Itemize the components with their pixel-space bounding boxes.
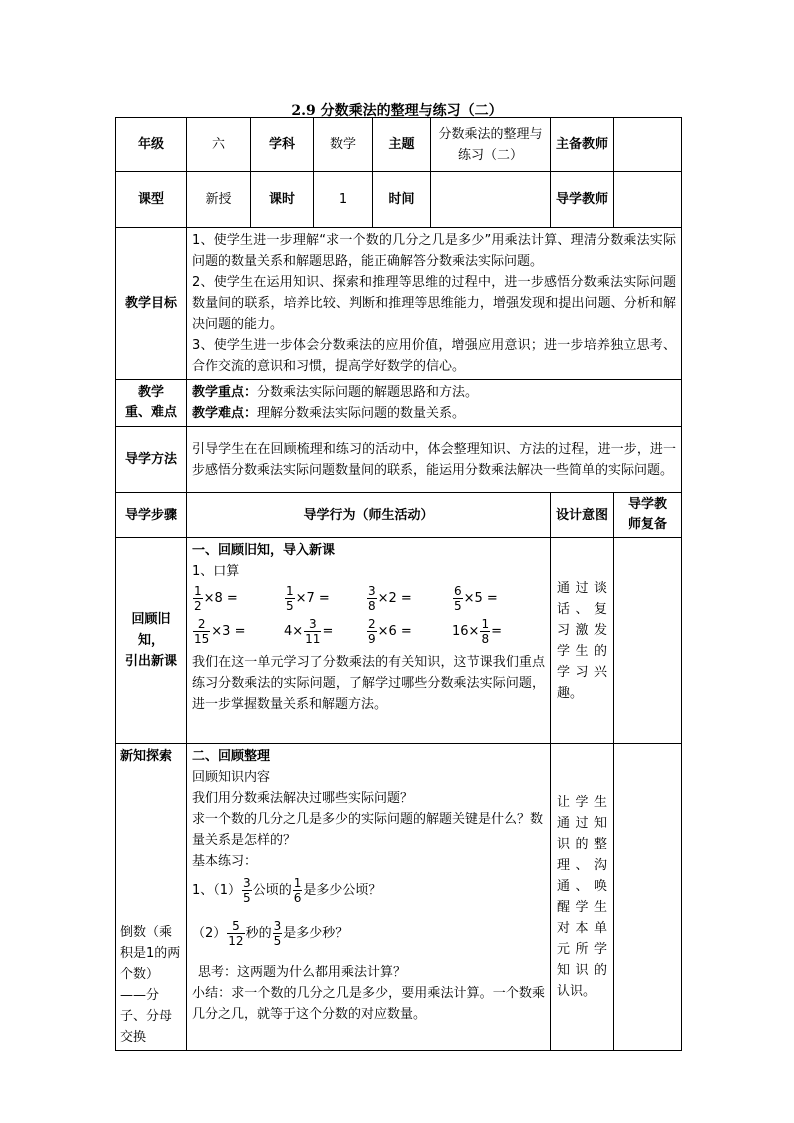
q1-mid: 公顷的 — [252, 883, 292, 898]
step2-summary: 小结：求一个数的几分之几是多少，要用乘法计算。一个数乘几分之几，就等于这个分数的对应数量。 — [192, 986, 545, 1022]
q2-end: 是多少秒？ — [283, 926, 349, 941]
oral-post: ×3 = — [211, 624, 246, 639]
oral-denominator: 8 — [368, 599, 376, 613]
oral-numerator: 2 — [193, 617, 210, 632]
steps-header-review — [614, 493, 682, 538]
oral-post: ×5 = — [463, 591, 498, 606]
oral-fraction — [367, 584, 377, 613]
step1-intent: 通过谈话、复习激发学生的学习兴趣。 — [551, 538, 614, 744]
grade-label: 年级 — [116, 118, 187, 172]
topic-label: 主题 — [373, 118, 431, 172]
step2-line1: 回顾知识内容 — [192, 770, 271, 785]
oral-calc-item — [452, 584, 532, 613]
oral-numerator: 2 — [368, 617, 376, 631]
step2-think: 思考：这两题为什么都用乘法计算？ — [198, 965, 407, 980]
step1-label — [116, 538, 187, 744]
guide-teacher-label: 导学教师 — [551, 172, 614, 228]
steps-header-step: 导学步骤 — [116, 493, 187, 538]
topic-value: 分数乘法的整理与练习（二） — [431, 118, 551, 172]
question-1 — [192, 876, 545, 905]
oral-calc-item — [284, 617, 366, 646]
objectives-label: 教学目标 — [116, 228, 187, 380]
oral-post: ×8 = — [203, 591, 238, 606]
document-title: 2.9 分数乘法的整理与练习（二） — [291, 103, 503, 119]
step1-review — [614, 538, 682, 744]
step2-heading: 二、回顾整理 — [192, 749, 271, 764]
key-points-label — [116, 380, 187, 427]
guide-teacher-value — [614, 172, 682, 228]
focus-label: 教学重点： — [192, 385, 258, 400]
step1-activity — [187, 538, 551, 744]
difficulty-label: 教学难点： — [192, 406, 258, 421]
oral-numerator: 3 — [304, 617, 321, 632]
oral-numerator: 3 — [368, 584, 376, 598]
q1-f2-denominator: 6 — [293, 891, 302, 905]
step1-label-line1: 回顾旧知， — [131, 612, 171, 648]
q1-end: 是多少公顷？ — [303, 883, 382, 898]
step2-line2: 我们用分数乘法解决过哪些实际问题？ — [192, 791, 414, 806]
q2-f2-denominator: 5 — [273, 934, 282, 948]
oral-fraction — [193, 584, 203, 613]
step2-intent: 让学生通过知识的整理、沟通、唤醒学生对本单元所学知识的认识。 — [551, 744, 614, 1051]
step1-paragraph: 我们在这一单元学习了分数乘法的有关知识，这节课我们重点练习分数乘法的实际问题，了解学过哪些分数乘法实际问题，进一步掌握数量关系和解题方法。 — [192, 655, 545, 712]
objective-item: 1、使学生进一步理解“求一个数的几分之几是多少”用乘法计算、理清分数乘法实际问题的数量关系和解题思路，能正确解答分数乘法实际问题。 — [192, 233, 676, 269]
q1-f1-denominator: 5 — [243, 891, 251, 905]
q1-f2-numerator: 1 — [293, 876, 302, 890]
oral-calc-grid — [192, 584, 545, 646]
oral-post: ×6 = — [377, 624, 412, 639]
focus-text: 分数乘法实际问题的解题思路和方法。 — [257, 385, 479, 400]
oral-post: ×7 = — [295, 591, 330, 606]
q2-prefix: （2） — [192, 926, 227, 941]
objectives-content — [187, 228, 682, 380]
steps-header-activity: 导学行为（师生活动） — [187, 493, 551, 538]
question-2 — [192, 919, 545, 948]
time-label: 时间 — [373, 172, 431, 228]
oral-calc-item — [366, 584, 452, 613]
oral-numerator: 1 — [194, 584, 202, 598]
q2-fraction-1 — [227, 919, 244, 948]
subject-value: 数学 — [314, 118, 373, 172]
grade-value: 六 — [187, 118, 251, 172]
steps-header-review-line2: 师复备 — [627, 517, 667, 532]
oral-fraction — [285, 584, 295, 613]
oral-post: = — [322, 624, 334, 639]
q1-fraction-2 — [293, 876, 303, 905]
steps-header-review-line1: 导学教 — [627, 497, 667, 512]
subject-label: 学科 — [251, 118, 314, 172]
period-label: 课时 — [251, 172, 314, 228]
oral-calc-item — [366, 617, 452, 646]
oral-post: ×2 = — [377, 591, 412, 606]
step1-label-line2: 引出新课 — [124, 654, 177, 669]
oral-fraction — [193, 617, 210, 646]
step2-review — [614, 744, 682, 1051]
oral-denominator: 9 — [368, 632, 376, 646]
step2-line4: 基本练习： — [192, 854, 258, 869]
type-label: 课型 — [116, 172, 187, 228]
time-value — [431, 172, 551, 228]
oral-calc-item — [192, 584, 284, 613]
step1-sub: 1、口算 — [192, 564, 240, 579]
step2-activity — [187, 744, 551, 1051]
oral-calc-item — [284, 584, 366, 613]
method-label: 导学方法 — [116, 427, 187, 493]
oral-pre: 16× — [452, 624, 480, 639]
key-points-label-line1: 教学 — [137, 385, 164, 400]
lead-teacher-label: 主备教师 — [551, 118, 614, 172]
lesson-plan-table — [115, 117, 682, 1051]
objective-item: 2、使学生在运用知识、探索和推理等思维的过程中，进一步感悟分数乘法实际问题数量间的联系，培养比较、判断和推理等思维能力，增强发现和提出问题、分析和解决问题的能力。 — [192, 275, 676, 332]
step2-label-cell — [116, 744, 187, 1051]
steps-header-intent: 设计意图 — [551, 493, 614, 538]
q1-f1-numerator: 3 — [243, 876, 251, 890]
step2-line3: 求一个数的几分之几是多少的实际问题的解题关键是什么？数量关系是怎样的？ — [192, 812, 544, 848]
oral-denominator: 8 — [481, 632, 490, 646]
lead-teacher-value — [614, 118, 682, 172]
oral-post: = — [491, 624, 502, 639]
oral-denominator: 5 — [454, 599, 462, 613]
oral-fraction — [480, 617, 490, 646]
q2-f1-denominator: 12 — [228, 934, 244, 948]
q2-fraction-2 — [273, 919, 283, 948]
step2-label: 新知探索 — [120, 749, 173, 764]
oral-calc-item — [452, 617, 532, 646]
q2-f2-numerator: 3 — [273, 919, 282, 933]
q2-mid: 秒的 — [245, 926, 272, 941]
key-points-label-line2: 重、难点 — [124, 405, 177, 420]
objective-item: 3、使学生进一步体会分数乘法的应用价值，增强应用意识；进一步培养独立思考、合作交流的意识和习惯，提高学好数学的信心。 — [192, 338, 676, 374]
period-value: 1 — [314, 172, 373, 228]
q1-prefix: 1、（1） — [192, 883, 242, 898]
oral-calc-item — [192, 617, 284, 646]
oral-denominator: 5 — [286, 599, 294, 613]
oral-fraction — [367, 617, 377, 646]
oral-fraction — [304, 617, 321, 646]
oral-denominator: 15 — [194, 632, 210, 646]
step1-heading: 一、回顾旧知，导入新课 — [192, 543, 336, 558]
key-points-content — [187, 380, 682, 427]
oral-numerator: 1 — [286, 584, 294, 598]
q2-f1-numerator: 5 — [227, 919, 244, 934]
oral-pre: 4× — [284, 624, 304, 639]
oral-denominator: 11 — [305, 632, 321, 646]
oral-denominator: 2 — [194, 599, 202, 613]
type-value: 新授 — [187, 172, 251, 228]
oral-numerator: 1 — [481, 617, 490, 631]
q1-fraction-1 — [242, 876, 252, 905]
oral-numerator: 6 — [454, 584, 462, 598]
oral-fraction — [453, 584, 463, 613]
difficulty-text: 理解分数乘法实际问题的数量关系。 — [257, 406, 466, 421]
method-text: 引导学生在在回顾梳理和练习的活动中，体会整理知识、方法的过程，进一步，进一步感悟分数乘法实际问题数量间的联系，能运用分数乘法解决一些简单的实际问题。 — [187, 427, 682, 493]
step2-side-note: 倒数（乘积是1的两个数）——分子、分母交换 — [120, 925, 181, 1045]
